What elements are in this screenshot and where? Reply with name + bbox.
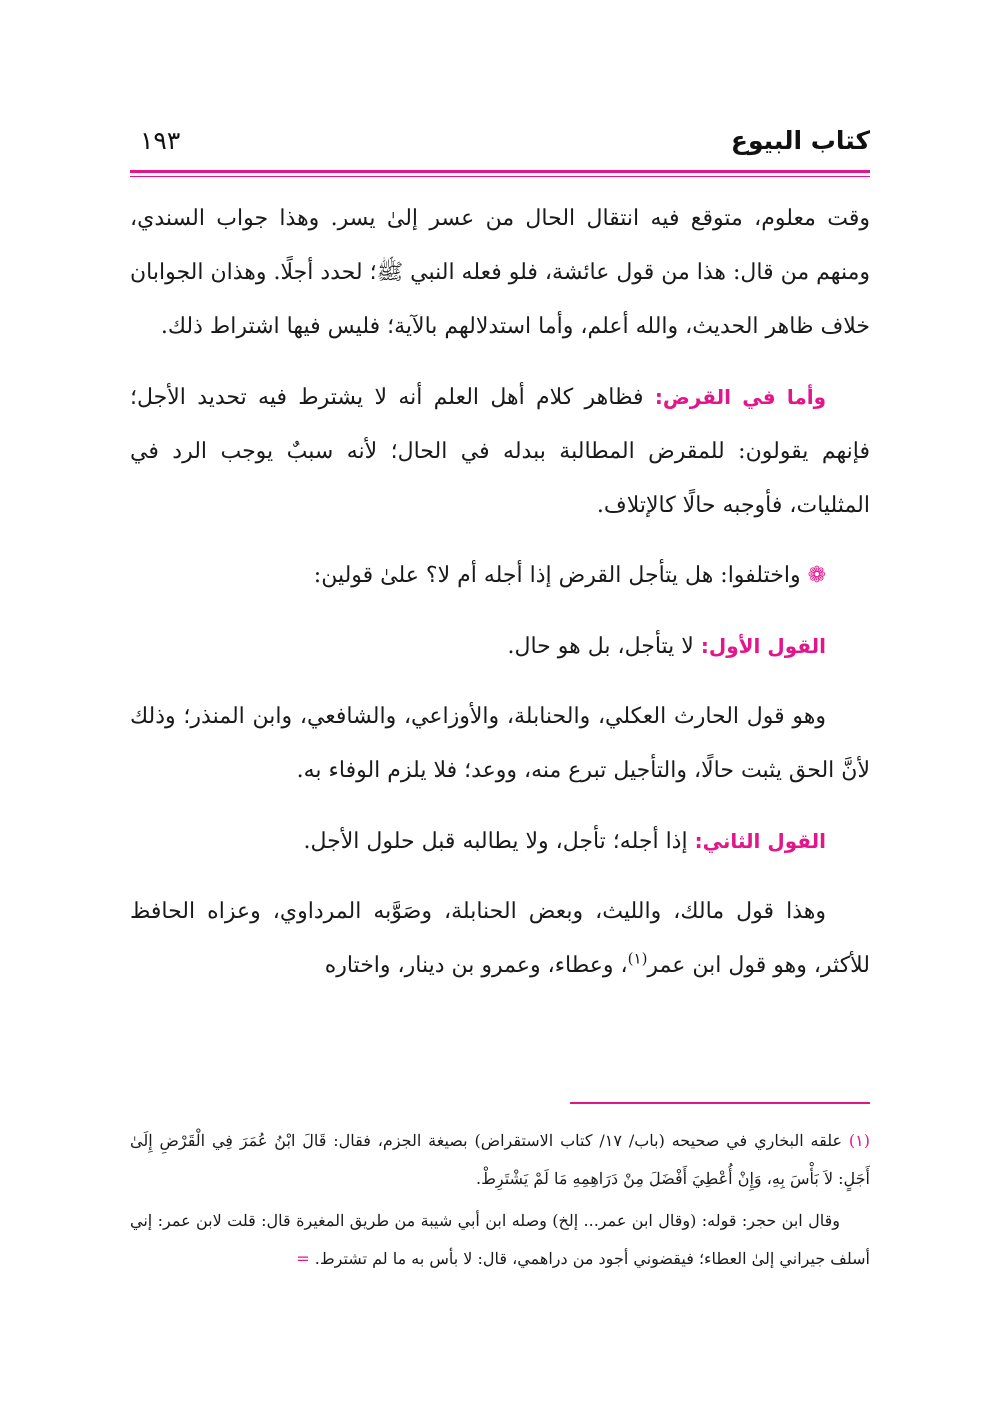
- footnote-1-text: علقه البخاري في صحيحه (باب/ ١٧/ كتاب الاستقراض) بصيغة الجزم، فقال: قَالَ ابْنُ عُمَرَ فِي الْقَرْضِ إِلَىٰ أَجَلٍ: لاَ بَأْسَ بِهِ، وَإِنْ أُعْطِيَ أَفْضَلَ مِنْ دَرَاهِمِهِ مَا لَمْ يَشْتَرِطْ.: [130, 1131, 870, 1188]
- paragraph-3: [130, 549, 870, 603]
- paragraph-7: [130, 885, 870, 993]
- section-label-qard: وأما في القرض:: [654, 385, 826, 409]
- page-header: [130, 120, 870, 172]
- paragraph-3-text: واختلفوا: هل يتأجل القرض إذا أجله أم لا؟ علىٰ قولين:: [313, 563, 808, 588]
- header-rule-thin: [130, 176, 870, 177]
- continuation-mark: =: [296, 1249, 315, 1268]
- paragraph-2-text: فظاهر كلام أهل العلم أنه لا يشترط فيه تحديد الأجل؛ فإنهم يقولون: للمقرض المطالبة ببدله في الحال؛ لأنه سببٌ يوجب الرد في المثليات، فأوجبه حالًا كالإتلاف.: [130, 385, 870, 518]
- footnote-number-1: (١): [848, 1131, 871, 1150]
- footnote-2-text: وقال ابن حجر: قوله: (وقال ابن عمر... إلخ) وصله ابن أبي شيبة من طريق المغيرة قال: قلت لابن عمر: إني أسلف جيراني إلىٰ العطاء؛ فيقضوني أجود من دراهمي، قال: لا بأس به ما لم تشترط.: [130, 1211, 870, 1268]
- paragraph-2: [130, 370, 870, 533]
- paragraph-1: وقت معلوم، متوقع فيه انتقال الحال من عسر إلىٰ يسر. وهذا جواب السندي، ومنهم من قال: هذا من قول عائشة، فلو فعله النبي ﷺ؛ لحدد أجلًا. وهذان الجوابان خلاف ظاهر الحديث، والله أعلم، وأما استدلالهم بالآية؛ فليس فيها اشتراط ذلك.: [130, 206, 870, 339]
- page: [130, 120, 870, 1320]
- header-rule-thick: [130, 170, 870, 173]
- footnote-2: [130, 1202, 870, 1278]
- footnote-1: [130, 1122, 870, 1198]
- paragraph-6: [130, 814, 870, 869]
- paragraph-4: [130, 619, 870, 674]
- flower-ornament-icon: ❁: [807, 563, 826, 588]
- page-number: ١٩٣: [140, 126, 181, 155]
- main-text: [130, 192, 870, 1009]
- book-title: كتاب البيوع: [730, 126, 870, 155]
- second-opinion-label: القول الثاني:: [694, 829, 826, 853]
- paragraph-7-text-a: وهذا قول مالك، والليث، وبعض الحنابلة، وصَوَّبه المرداوي، وعزاه الحافظ للأكثر، وهو قول ابن عمر: [130, 899, 870, 978]
- footnote-ref-1[interactable]: (١): [627, 949, 648, 968]
- footnotes: [130, 1122, 870, 1282]
- paragraph-5: وهو قول الحارث العكلي، والحنابلة، والأوزاعي، والشافعي، وابن المنذر؛ وذلك لأنَّ الحق يثبت حالًا، والتأجيل تبرع منه، ووعد؛ فلا يلزم الوفاء به.: [130, 704, 870, 783]
- paragraph-7-text-b: ، وعطاء، وعمرو بن دينار، واختاره: [324, 953, 628, 978]
- footnote-separator: [570, 1102, 870, 1104]
- paragraph-6-text: إذا أجله؛ تأجل، ولا يطالبه قبل حلول الأجل.: [303, 829, 695, 854]
- first-opinion-label: القول الأول:: [700, 634, 826, 658]
- paragraph-4-text: لا يتأجل، بل هو حال.: [507, 634, 701, 659]
